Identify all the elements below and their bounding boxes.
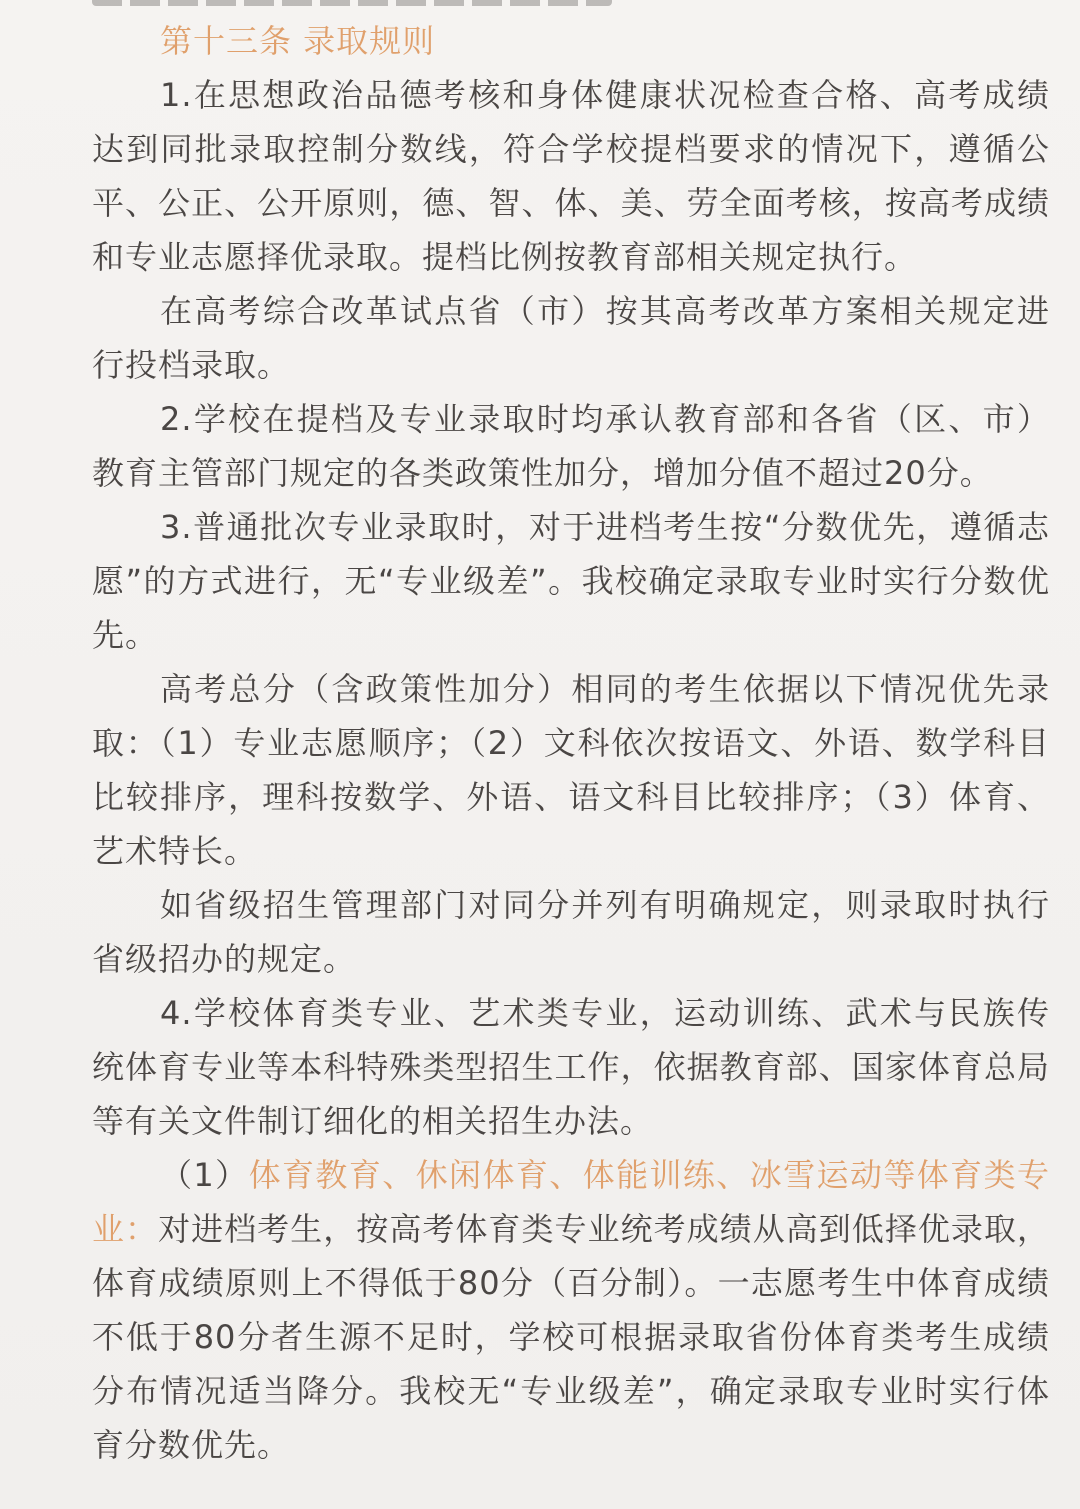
paragraph-8-highlight: 体育教育、休闲体育、体能训练、冰雪运动等体育类专业：: [92, 1156, 1050, 1248]
paragraph-5: 高考总分（含政策性加分）相同的考生依据以下情况优先录取：（1）专业志愿顺序；（2）文科依次按语文、外语、数学科目比较排序，理科按数学、外语、语文科目比较排序；（3）体育、艺术特长。: [92, 670, 1050, 870]
cut-off-text-line: [92, 0, 612, 6]
paragraph-1: 1.在思想政治品德考核和身体健康状况检查合格、高考成绩达到同批录取控制分数线，符合学校提档要求的情况下，遵循公平、公正、公开原则，德、智、体、美、劳全面考核，按高考成绩和专业志愿择优录取。提档比例按教育部相关规定执行。: [92, 76, 1050, 276]
paragraph-2: 在高考综合改革试点省（市）按其高考改革方案相关规定进行投档录取。: [92, 292, 1050, 384]
paragraph-8: [92, 1148, 1050, 1472]
paragraph-3: 2.学校在提档及专业录取时均承认教育部和各省（区、市）教育主管部门规定的各类政策性加分，增加分值不超过20分。: [92, 400, 1050, 492]
paragraph-4: 3.普通批次专业录取时，对于进档考生按“分数优先，遵循志愿”的方式进行，无“专业级差”。我校确定录取专业时实行分数优先。: [92, 508, 1050, 654]
paragraph-8-prefix: （1）: [160, 1156, 249, 1194]
paragraph-6: 如省级招生管理部门对同分并列有明确规定，则录取时执行省级招办的规定。: [92, 886, 1050, 978]
paragraph-7: 4.学校体育类专业、艺术类专业，运动训练、武术与民族传统体育专业等本科特殊类型招生工作，依据教育部、国家体育总局等有关文件制订细化的相关招生办法。: [92, 994, 1050, 1140]
paragraph-8-body: 对进档考生，按高考体育类专业统考成绩从高到低择优录取，体育成绩原则上不得低于80分（百分制）。一志愿考生中体育成绩不低于80分者生源不足时，学校可根据录取省份体育类考生成绩分布情况适当降分。我校无“专业级差”，确定录取专业时实行体育分数优先。: [92, 1210, 1050, 1464]
article-heading: 第十三条 录取规则: [160, 22, 436, 60]
article-content: [92, 14, 1050, 1472]
